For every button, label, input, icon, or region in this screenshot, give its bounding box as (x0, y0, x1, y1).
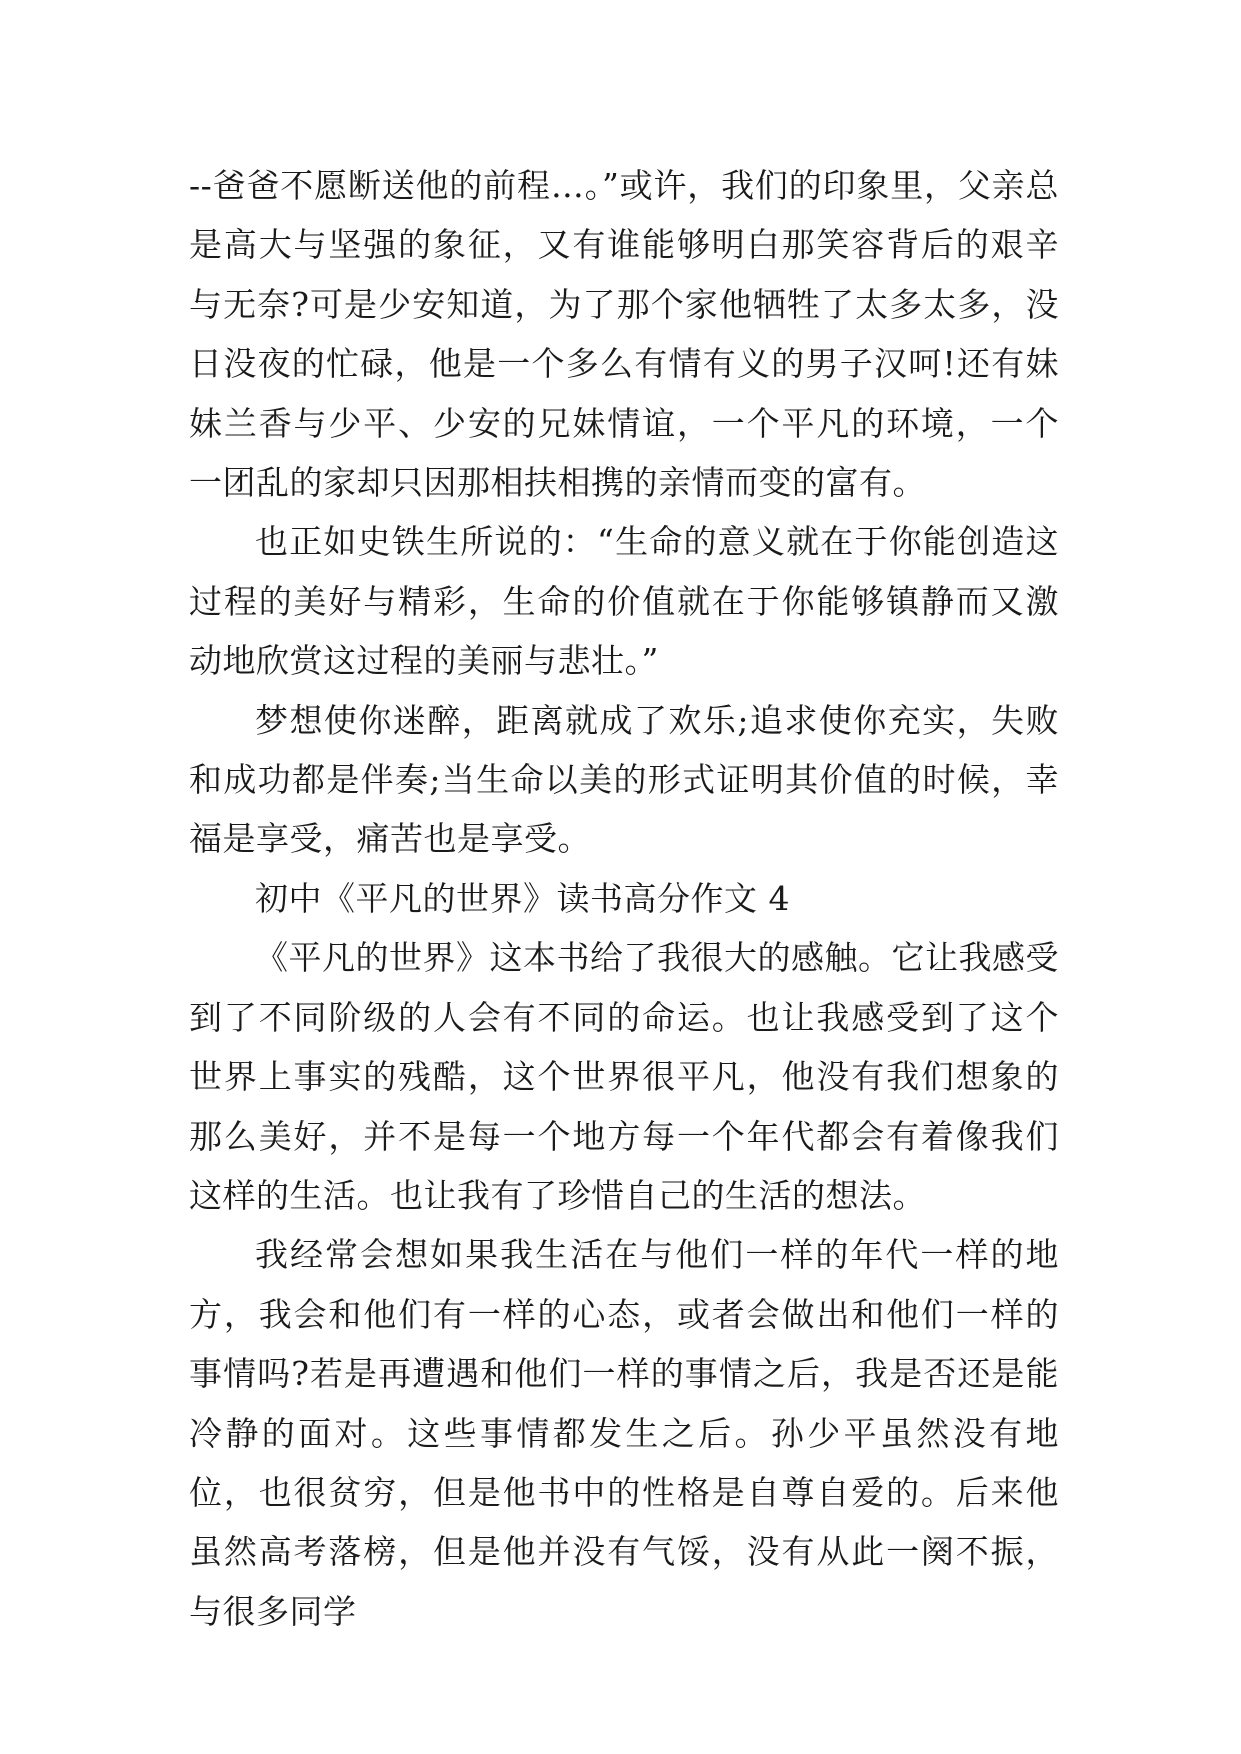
paragraph-dreams: 梦想使你迷醉，距离就成了欢乐;追求使你充实，失败和成功都是伴奏;当生命以美的形式证明其价值的时候，幸福是享受，痛苦也是享受。 (189, 700, 1059, 859)
paragraph-reflection: 我经常会想如果我生活在与他们一样的年代一样的地方，我会和他们有一样的心态，或者会做出和他们一样的事情吗?若是再遭遇和他们一样的事情之后，我是否还是能冷静的面对。这些事情都发生之后。孙少平虽然没有地位，也很贫穷，但是他书中的性格是自尊自爱的。后来他虽然高考落榜，但是他并没有气馁，没有从此一阕不振，与很多同学 (189, 1235, 1059, 1631)
paragraph-father-continuation: --爸爸不愿断送他的前程…。”或许，我们的印象里，父亲总是高大与坚强的象征，又有谁能够明白那笑容背后的艰辛与无奈?可是少安知道，为了那个家他牺牲了太多太多，没日没夜的忙碌，他是一个多么有情有义的男子汉呵!还有妹妹兰香与少平、少安的兄妹情谊，一个平凡的环境，一个一团乱的家却只因那相扶相携的亲情而变的富有。 (189, 166, 1059, 503)
paragraph-shi-tiesheng-quote: 也正如史铁生所说的：“生命的意义就在于你能创造这过程的美好与精彩，生命的价值就在于你能够镇静而又激动地欣赏这过程的美丽与悲壮。” (189, 522, 1059, 681)
document-body (189, 156, 1059, 1641)
essay-heading: 初中《平凡的世界》读书高分作文 4 (255, 878, 790, 918)
paragraph-book-impression: 《平凡的世界》这本书给了我很大的感触。它让我感受到了不同阶级的人会有不同的命运。也让我感受到了这个世界上事实的残酷，这个世界很平凡，他没有我们想象的那么美好，并不是每一个地方每一个年代都会有着像我们这样的生活。也让我有了珍惜自己的生活的想法。 (189, 938, 1059, 1215)
